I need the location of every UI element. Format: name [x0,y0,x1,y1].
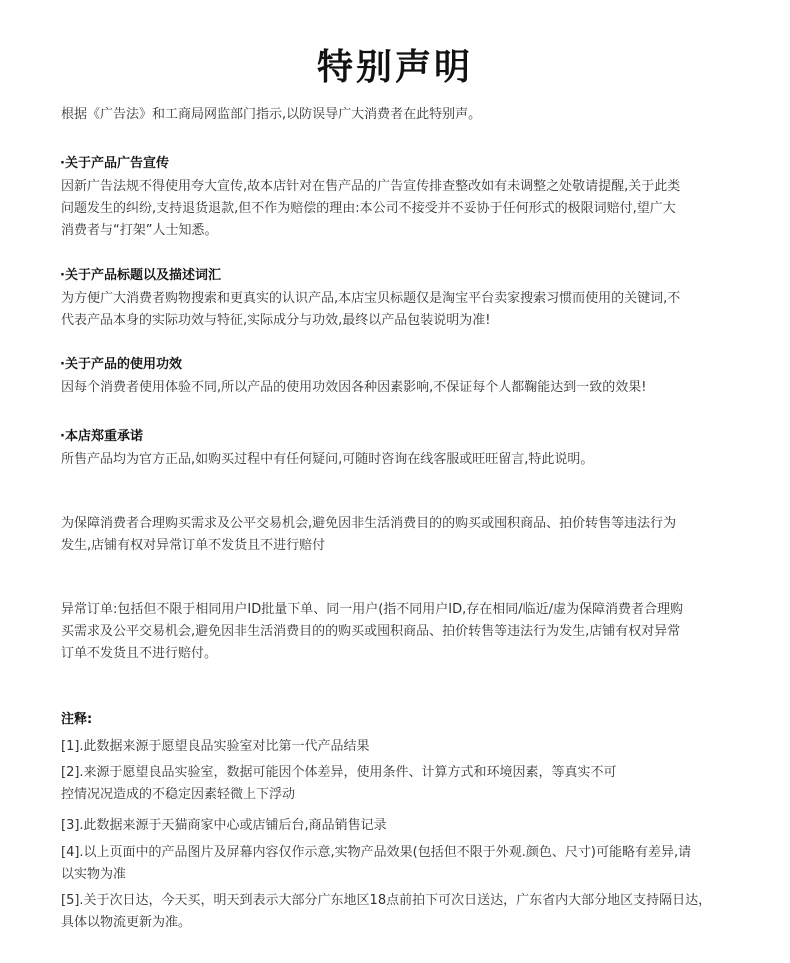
notes-heading: 注释: [61,712,93,727]
note-line: [4].以上页面中的产品图片及屏幕内容仅作示意,实物产品效果(包括但不限于外观.颜色、尺寸)可能略有差异,请 [61,845,692,860]
note-line: 以实物为准 [61,867,127,882]
intro-line: 根据《广告法》和工商局网监部门指示,以防误导广大消费者在此特别声。 [61,107,482,122]
note-item [61,736,370,758]
section-heading-title-terms: ·关于产品标题以及描述词汇 [60,268,221,283]
body-line: 订单不发货且不进行赔付。 [61,646,218,661]
body-line: 异常订单:包括但不限于相同用户ID批量下单、同一用户(指不同用户ID,存在相同/临近/虚为保障消费者合理购 [61,602,684,617]
protection-text [61,513,741,557]
body-line: 买需求及公平交易机会,避免因非生活消费目的的购买或囤积商品、拍价转售等违法行为发生,店铺有权对异常 [61,624,681,639]
page-title: 特别声明 [316,47,473,88]
note-line: 控情况况造成的不稳定因素轻微上下浮动 [61,787,296,802]
body-line: 所售产品均为官方正品,如购买过程中有任何疑问,可随时咨询在线客服或旺旺留言,特此说明。 [61,452,594,467]
body-line: 消费者与“打架”人士知悉。 [61,223,218,238]
body-line: 发生,店铺有权对异常订单不发货且不进行赔付 [61,538,326,553]
section-body-efficacy [61,377,741,399]
section-body-title-terms [61,288,741,332]
section-body-promise [61,449,741,471]
section-heading-efficacy: ·关于产品的使用功效 [60,357,182,372]
note-line: 具体以物流更新为准。 [61,915,192,930]
section-body-advertising [61,176,741,242]
note-line: [1].此数据来源于愿望良品实验室对比第一代产品结果 [61,739,370,754]
body-line: 因每个消费者使用体验不同,所以产品的使用功效因各种因素影响,不保证每个人都鞠能达到一致的效果! [61,380,647,395]
body-line: 为方便广大消费者购物搜索和更真实的认识产品,本店宝贝标题仅是淘宝平台卖家搜索习惯而使用的关键词,不 [61,291,681,306]
note-item [61,842,691,886]
body-line: 为保障消费者合理购买需求及公平交易机会,避免因非生活消费目的的购买或囤积商品、拍价转售等违法行为 [61,516,677,531]
note-line: [5].关于次日达，今天买，明天到表示大部分广东地区18点前拍下可次日送达，广东省内大部分地区支持隔日达， [61,893,712,908]
body-line: 因新广告法规不得使用夸大宣传,故本店针对在售产品的广告宣传排查整改如有未调整之处敬请提醒,关于此类 [61,179,681,194]
note-item [61,762,617,806]
body-line: 问题发生的纠纷,支持退货退款,但不作为赔偿的理由:本公司不接受并不妥协于任何形式的极限词赔付,望广大 [61,201,676,216]
section-heading-advertising: ·关于产品广告宣传 [60,156,169,171]
note-item [61,815,387,837]
abnormal-order-text [61,599,741,665]
note-line: [2].来源于愿望良品实验室，数据可能因个体差异，使用条件、计算方式和环境因素，等真实不可 [61,765,617,780]
note-item [61,890,711,934]
intro-text [61,104,741,126]
note-line: [3].此数据来源于天猫商家中心或店铺后台,商品销售记录 [61,818,387,833]
section-heading-promise: ·本店郑重承诺 [60,429,143,444]
body-line: 代表产品本身的实际功效与特征,实际成分与功效,最终以产品包装说明为准! [61,313,491,328]
